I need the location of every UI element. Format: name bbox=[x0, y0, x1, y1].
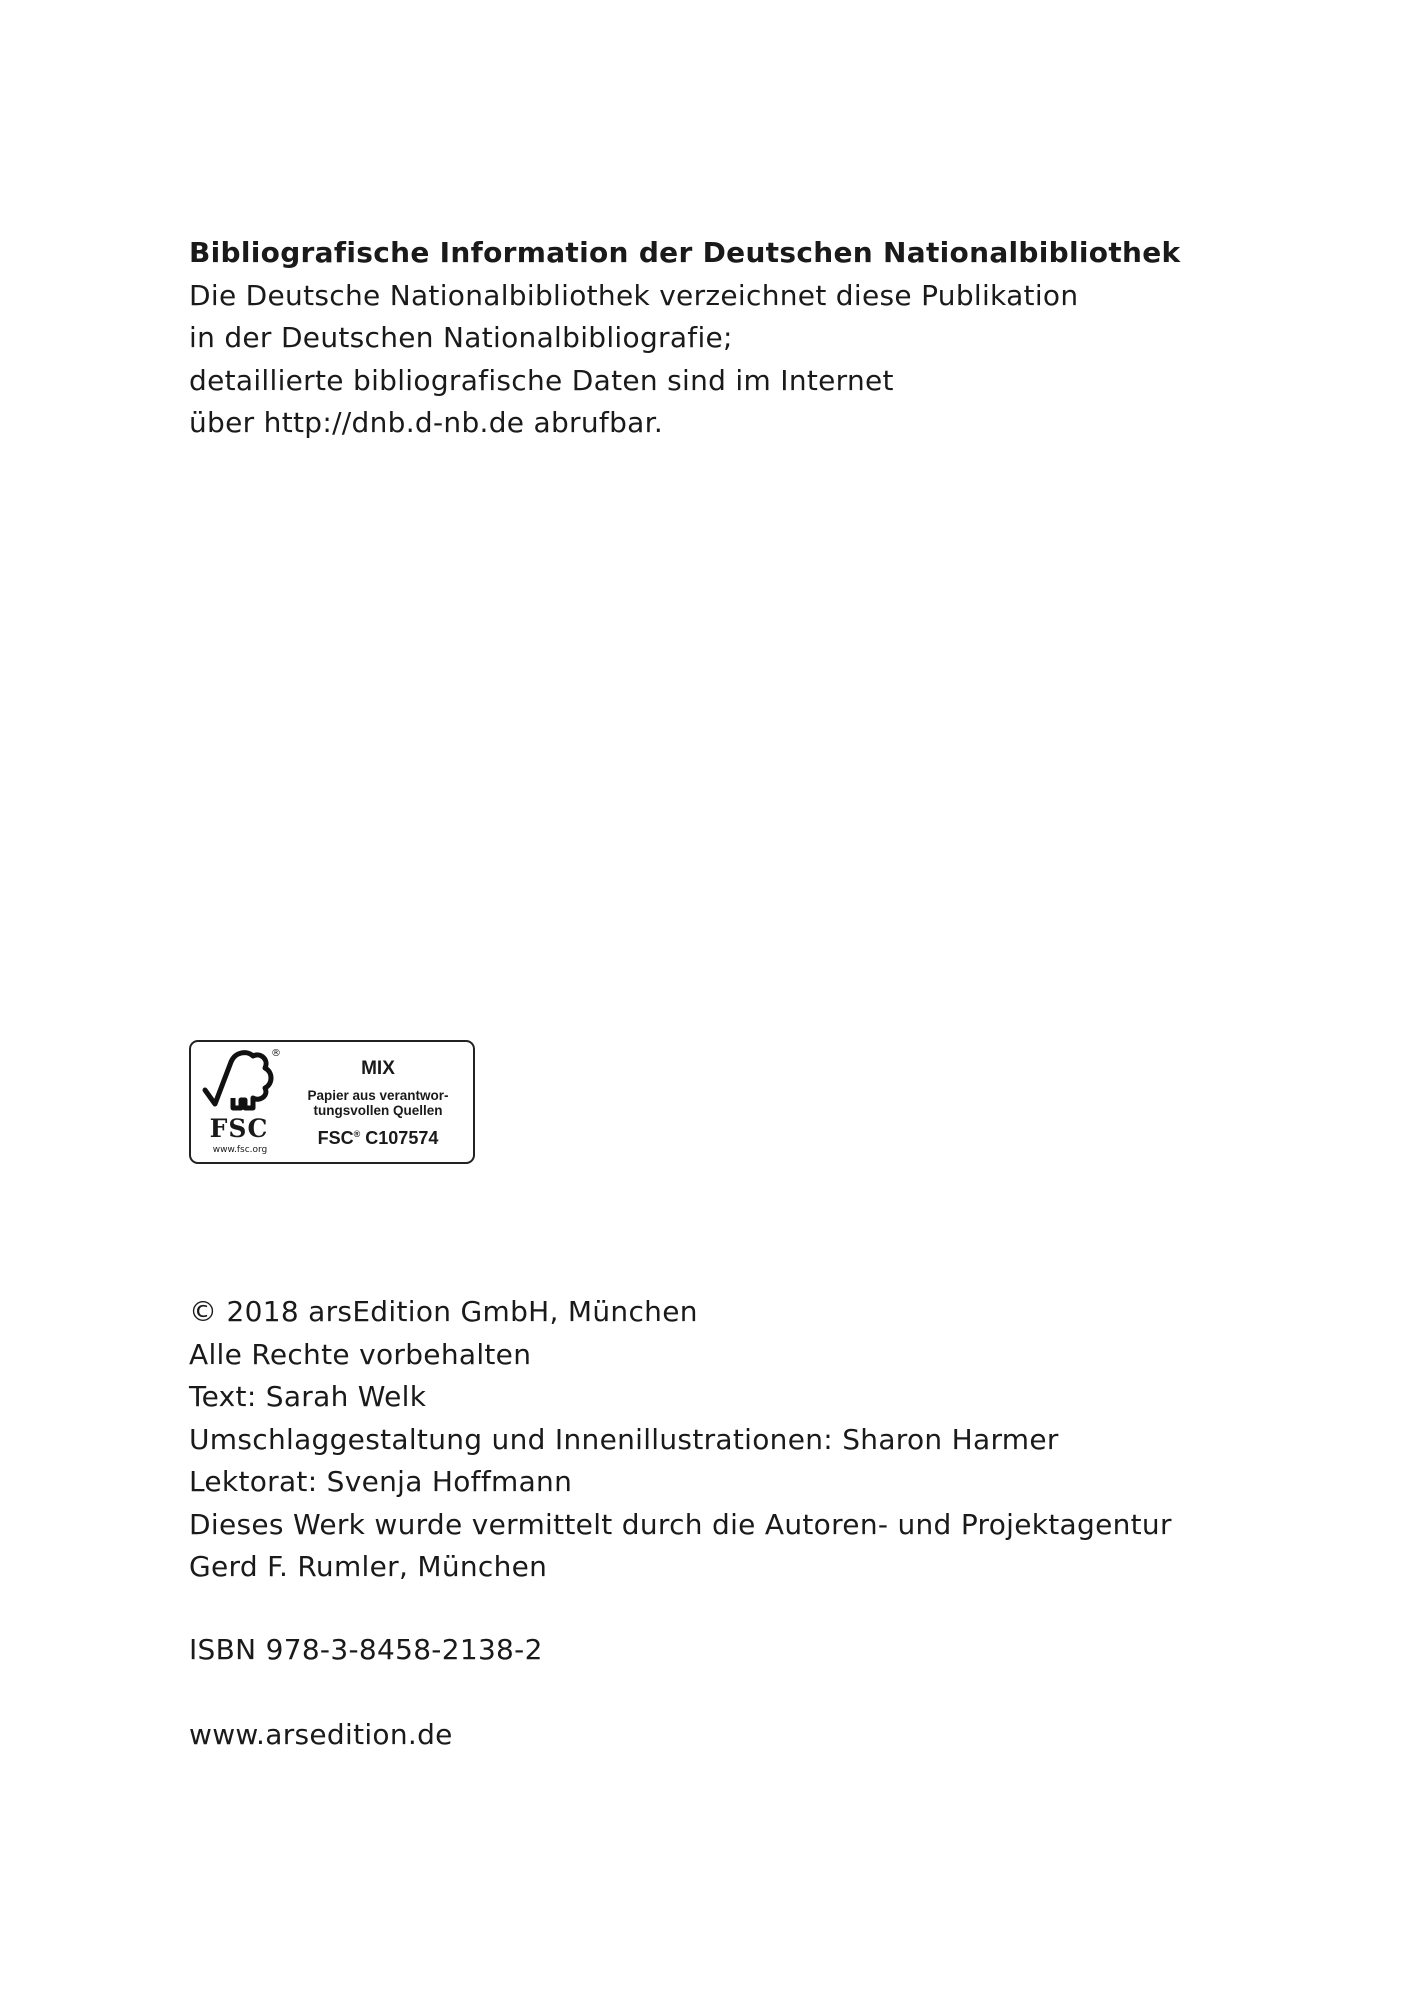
fsc-label bbox=[189, 1040, 475, 1164]
bibliographic-line: detaillierte bibliografische Daten sind im Internet bbox=[189, 363, 894, 397]
fsc-tree-checkmark-icon bbox=[201, 1048, 279, 1118]
editor-line: Lektorat: Svenja Hoffmann bbox=[189, 1465, 573, 1498]
agency-line: Gerd F. Rumler, München bbox=[189, 1550, 548, 1583]
bibliographic-heading: Bibliografische Information der Deutschen Nationalbibliothek bbox=[189, 236, 1181, 269]
bibliographic-line: über http://dnb.d-nb.de abrufbar. bbox=[189, 406, 664, 439]
fsc-license-code bbox=[287, 1128, 469, 1149]
fsc-description-line: tungsvollen Quellen bbox=[313, 1103, 443, 1118]
registered-mark: ® bbox=[353, 1129, 361, 1139]
illustrator-line: Umschlaggestaltung und Innenillustrationen: Sharon Harmer bbox=[189, 1422, 1059, 1456]
website-link[interactable]: www.arsedition.de bbox=[189, 1718, 453, 1751]
bibliographic-info bbox=[189, 232, 1180, 445]
bibliographic-line: Die Deutsche Nationalbibliothek verzeichnet diese Publikation bbox=[189, 278, 1079, 312]
credits bbox=[189, 1291, 1172, 1589]
fsc-code-number: C107574 bbox=[365, 1128, 439, 1148]
registered-mark: ® bbox=[271, 1048, 281, 1059]
fsc-code-prefix: FSC bbox=[317, 1128, 354, 1148]
rights-line: Alle Rechte vorbehalten bbox=[189, 1337, 532, 1371]
fsc-category: MIX bbox=[361, 1058, 395, 1079]
copyright-line: © 2018 arsEdition GmbH, München bbox=[189, 1295, 698, 1328]
fsc-description bbox=[287, 1088, 469, 1118]
fsc-url: www.fsc.org bbox=[212, 1145, 268, 1155]
agency-line: Dieses Werk wurde vermittelt durch die Autoren- und Projektagentur bbox=[189, 1507, 1172, 1541]
fsc-wordmark: FSC bbox=[209, 1114, 269, 1143]
bibliographic-line: in der Deutschen Nationalbibliografie; bbox=[189, 321, 733, 354]
fsc-description-line: Papier aus verantwor- bbox=[307, 1088, 449, 1103]
fsc-text bbox=[287, 1058, 469, 1149]
isbn: ISBN 978-3-8458-2138-2 bbox=[189, 1633, 543, 1666]
author-line: Text: Sarah Welk bbox=[189, 1380, 427, 1413]
